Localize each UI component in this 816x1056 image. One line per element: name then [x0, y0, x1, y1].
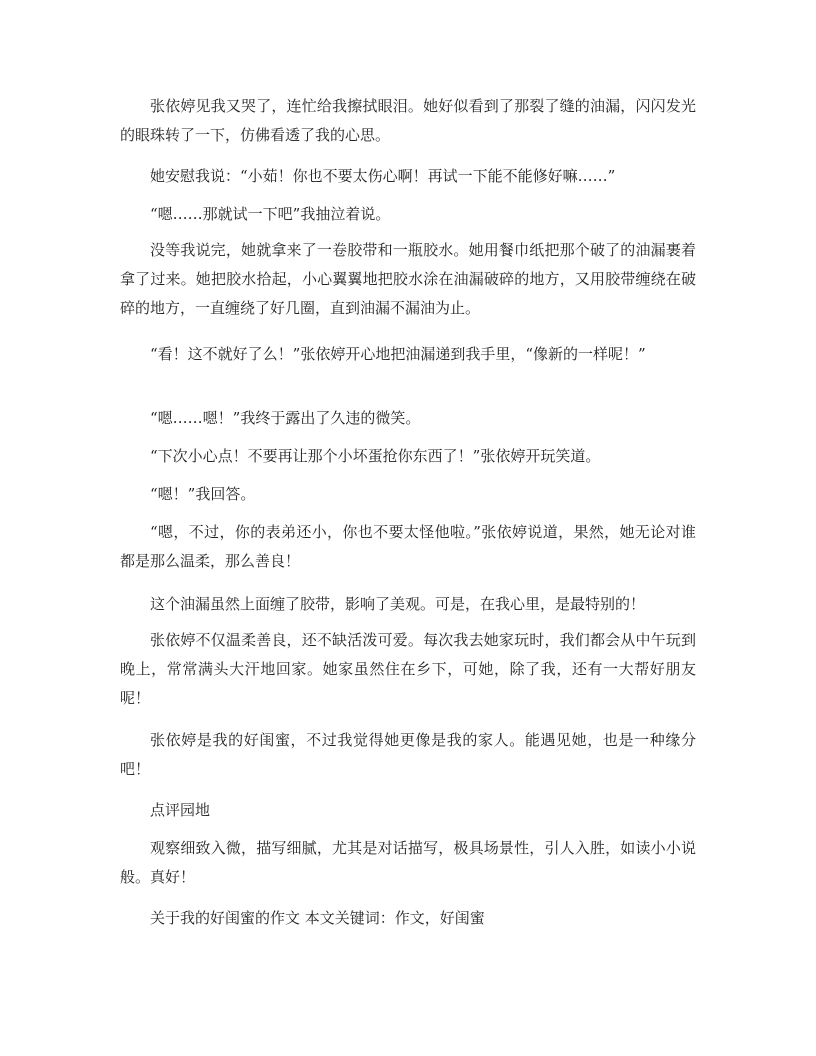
paragraph-12: 张依婷是我的好闺蜜，不过我觉得她更像是我的家人。能遇见她，也是一种缘分吧！ — [120, 731, 696, 778]
paragraph-2: 她安慰我说：“小茹！你也不要太伤心啊！再试一下能不能修好嘛……” — [150, 167, 616, 185]
paragraph-6: “嗯……嗯！”我终于露出了久违的微笑。 — [150, 409, 421, 427]
paragraph-8: “嗯！”我回答。 — [150, 485, 256, 503]
paragraph-keywords: 关于我的好闺蜜的作文 本文关键词：作文，好闺蜜 — [150, 909, 485, 927]
section-heading-review: 点评园地 — [150, 801, 211, 819]
paragraph-11: 张依婷不仅温柔善良，还不缺活泼可爱。每次我去她家玩时，我们都会从中午玩到晚上，常常满头大汗地回家。她家虽然住在乡下，可她，除了我，还有一大帮好朋友呢！ — [120, 631, 696, 707]
paragraph-review: 观察细致入微，描写细腻，尤其是对话描写，极具场景性，引人入胜，如读小小说般。真好！ — [120, 839, 696, 886]
paragraph-5: “看！这不就好了么！”张依婷开心地把油漏递到我手里，“像新的一样呢！” — [150, 345, 646, 363]
paragraph-3: “嗯……那就试一下吧”我抽泣着说。 — [150, 205, 391, 223]
paragraph-7: “下次小心点！不要再让那个小坏蛋抢你东西了！”张依婷开玩笑道。 — [150, 447, 601, 465]
paragraph-10: 这个油漏虽然上面缠了胶带，影响了美观。可是，在我心里，是最特别的！ — [150, 595, 646, 613]
paragraph-9: “嗯，不过，你的表弟还小，你也不要太怪他啦。”张依婷说道，果然，她无论对谁都是那么温柔，那么善良！ — [120, 523, 696, 570]
paragraph-4: 没等我说完，她就拿来了一卷胶带和一瓶胶水。她用餐巾纸把那个破了的油漏裹着拿了过来。她把胶水拾起，小心翼翼地把胶水涂在油漏破碎的地方，又用胶带缠绕在破碎的地方，一直缠绕了好几圈，直到油漏不漏油为止。 — [120, 241, 696, 317]
paragraph-1: 张依婷见我又哭了，连忙给我擦拭眼泪。她好似看到了那裂了缝的油漏，闪闪发光的眼珠转了一下，仿佛看透了我的心思。 — [120, 97, 696, 144]
